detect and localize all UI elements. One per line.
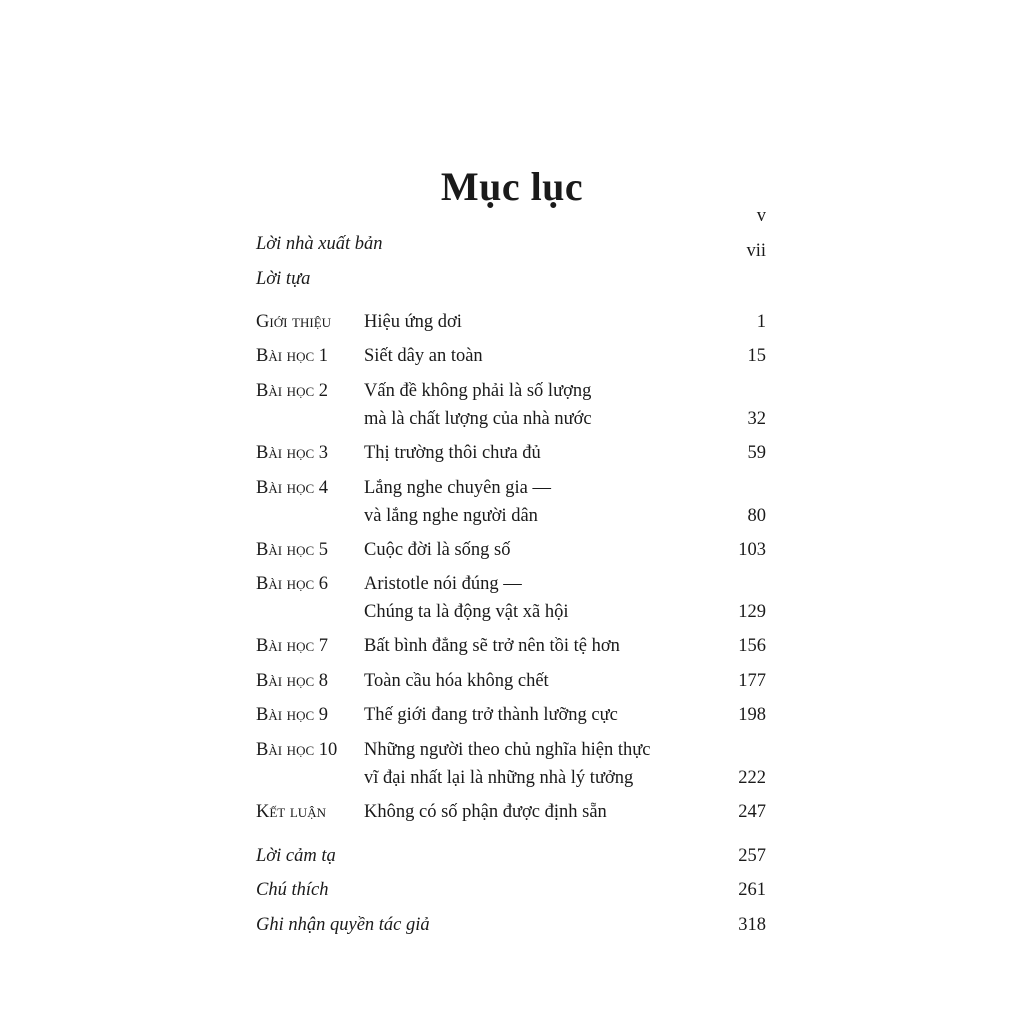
toc-entry-title: Những người theo chủ nghĩa hiện thực xyxy=(364,740,651,760)
toc-entry-lesson-8 xyxy=(256,667,768,695)
toc-entry-lesson-6 xyxy=(256,570,768,626)
toc-entry-title: Chúng ta là động vật xã hội xyxy=(364,602,569,622)
toc-entry-label: Giới thiệu xyxy=(256,312,332,332)
toc-entry-title: Siết dây an toàn xyxy=(364,346,483,366)
toc-entry-label: Bài học 5 xyxy=(256,540,329,560)
toc-entry-label: Bài học 7 xyxy=(256,636,329,656)
toc-entry-lesson-9 xyxy=(256,701,768,729)
toc-entry-title: Aristotle nói đúng — xyxy=(364,574,522,594)
toc-entry-page: 261 xyxy=(738,880,766,900)
toc-entry-page: 1 xyxy=(756,312,766,332)
toc-entry-page: 59 xyxy=(747,443,766,463)
toc-entry-title: Bất bình đẳng sẽ trở nên tồi tệ hơn xyxy=(364,636,620,656)
toc-entry-page: vii xyxy=(746,241,766,261)
toc-entry-back-1 xyxy=(256,842,768,870)
toc-entry-title: mà là chất lượng của nhà nước xyxy=(364,409,592,429)
toc-entry-label: Kết luận xyxy=(256,802,326,822)
toc-entry-label: Bài học 8 xyxy=(256,671,329,691)
toc-entry-title: Lắng nghe chuyên gia — xyxy=(364,478,551,498)
toc-entry-label: Bài học 1 xyxy=(256,346,329,366)
toc-entry-title: Cuộc đời là sống số xyxy=(364,540,511,560)
toc-entry-label: Lời tựa xyxy=(256,269,311,289)
toc-entry-title: Thị trường thôi chưa đủ xyxy=(364,443,541,463)
toc-entry-label: Ghi nhận quyền tác giả xyxy=(256,915,430,935)
toc-entry-label: Bài học 2 xyxy=(256,381,329,401)
toc-entry-label: Bài học 10 xyxy=(256,740,338,760)
toc-entry-title: Vấn đề không phải là số lượng xyxy=(364,381,592,401)
toc-entry-label: Chú thích xyxy=(256,880,329,900)
toc-entry-label: Bài học 4 xyxy=(256,478,329,498)
toc-entry-page: 318 xyxy=(738,915,766,935)
toc-entry-label: Bài học 9 xyxy=(256,705,329,725)
toc-entry-page: 103 xyxy=(738,540,766,560)
toc-entry-page: 156 xyxy=(738,636,766,656)
toc-entry-label: Bài học 3 xyxy=(256,443,329,463)
toc-entry-conclusion xyxy=(256,798,768,826)
toc-entry-title: Thế giới đang trở thành lưỡng cực xyxy=(364,705,618,725)
toc-entry-page: 129 xyxy=(738,602,766,622)
toc-entry-back-2 xyxy=(256,876,768,904)
toc-entry-lesson-5 xyxy=(256,536,768,564)
toc-entry-page: 257 xyxy=(738,846,766,866)
toc-entry-page: 222 xyxy=(738,768,766,788)
toc-entry-label: Bài học 6 xyxy=(256,574,329,594)
toc-entry-page: 247 xyxy=(738,802,766,822)
toc-entry-title: vĩ đại nhất lại là những nhà lý tưởng xyxy=(364,768,634,788)
toc-entry-lesson-4 xyxy=(256,474,768,530)
toc-entry-page: 32 xyxy=(747,409,766,429)
toc-entry-title: Hiệu ứng dơi xyxy=(364,312,462,332)
toc-entry-page: v xyxy=(756,206,766,226)
toc-entry-lesson-1 xyxy=(256,342,768,370)
toc-entry-back-3 xyxy=(256,911,768,939)
toc-entry-intro xyxy=(256,308,768,336)
toc-entry-label: Lời cảm tạ xyxy=(256,846,336,866)
toc-entry-title: Không có số phận được định sẵn xyxy=(364,802,607,822)
toc-entry-lesson-10 xyxy=(256,736,768,792)
toc-entry-label: Lời nhà xuất bản xyxy=(256,234,383,254)
toc-entry-lesson-3 xyxy=(256,439,768,467)
toc-entry-title: Toàn cầu hóa không chết xyxy=(364,671,549,691)
toc-entry-page: 80 xyxy=(747,506,766,526)
toc-entry-page: 177 xyxy=(738,671,766,691)
toc-entry-title: và lắng nghe người dân xyxy=(364,506,538,526)
toc-entry-lesson-7 xyxy=(256,632,768,660)
toc-entry-lesson-2 xyxy=(256,377,768,433)
toc-entry-page: 198 xyxy=(738,705,766,725)
page-title: Mục lục xyxy=(440,163,584,209)
toc-entry-page: 15 xyxy=(747,346,766,366)
